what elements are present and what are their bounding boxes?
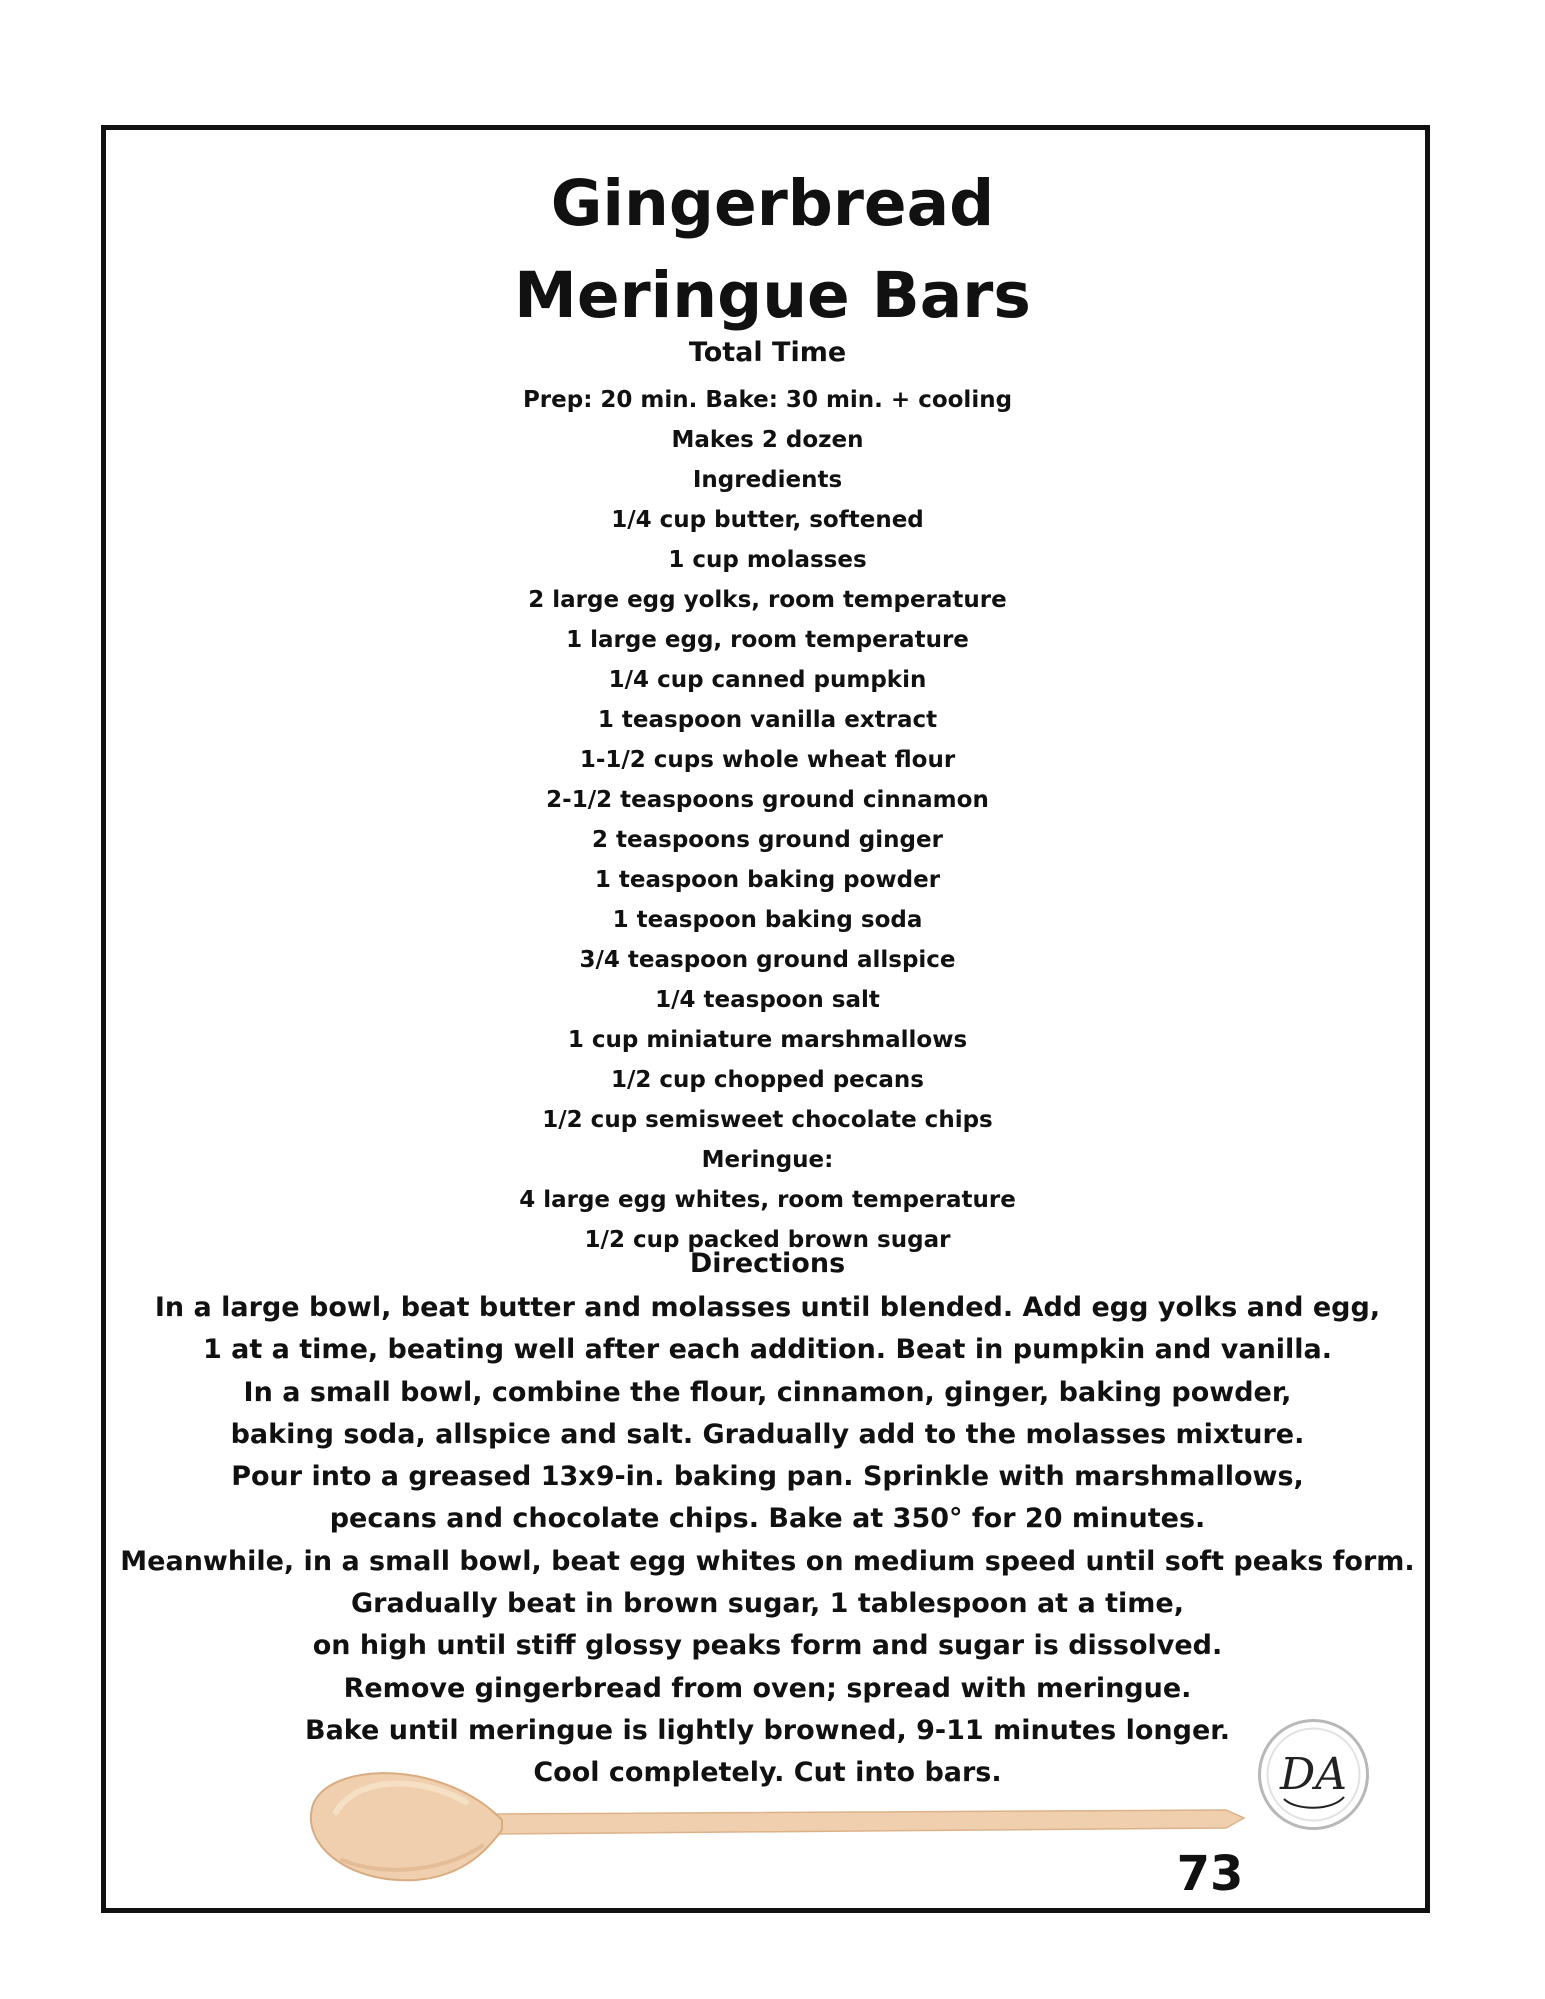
wooden-spoon-icon [306, 1752, 1256, 1892]
total-time-heading: Total Time [688, 337, 847, 368]
direction-line: Pour into a greased 13x9-in. baking pan. Sprinkle with marshmallows, [231, 1461, 1304, 1493]
ingredient-line: 1/4 teaspoon salt [655, 987, 880, 1013]
direction-line: Cool completely. Cut into bars. [533, 1757, 1002, 1789]
ingredient-line: 1 teaspoon baking soda [612, 907, 923, 933]
ingredient-line: 1/2 cup packed brown sugar [584, 1227, 951, 1253]
ingredient-line: 1 large egg, room temperature [566, 627, 969, 653]
ingredient-line: 2 large egg yolks, room temperature [528, 587, 1007, 613]
info-line: Prep: 20 min. Bake: 30 min. + cooling [522, 387, 1013, 413]
ingredient-line: 1/4 cup butter, softened [611, 507, 924, 533]
ingredient-line: 1 teaspoon baking powder [594, 867, 941, 893]
direction-line: In a small bowl, combine the flour, cinnamon, ginger, baking powder, [243, 1376, 1292, 1408]
direction-line: Bake until meringue is lightly browned, 9-11 minutes longer. [305, 1714, 1230, 1746]
direction-line: Gradually beat in brown sugar, 1 tablespoon at a time, [351, 1588, 1184, 1620]
direction-line: baking soda, allspice and salt. Gradually add to the molasses mixture. [230, 1418, 1305, 1450]
svg-text:DA: DA [1279, 1749, 1348, 1800]
direction-line: Meanwhile, in a small bowl, beat egg whites on medium speed until soft peaks form. [120, 1545, 1415, 1577]
recipe-title [0, 158, 1545, 342]
ingredient-line: 1 cup molasses [668, 547, 867, 573]
info-line: Makes 2 dozen [671, 427, 864, 453]
page-number: 73 [1176, 1846, 1244, 1902]
direction-line: In a large bowl, beat butter and molasses until blended. Add egg yolks and egg, [154, 1292, 1381, 1323]
da-monogram-logo [1256, 1717, 1371, 1832]
ingredient-line: 1-1/2 cups whole wheat flour [579, 747, 956, 773]
info-line: Ingredients [692, 467, 843, 493]
ingredient-line: 2-1/2 teaspoons ground cinnamon [546, 787, 989, 813]
ingredient-line: 1/2 cup chopped pecans [611, 1067, 924, 1093]
ingredient-line: 3/4 teaspoon ground allspice [579, 947, 956, 973]
direction-line: on high until stiff glossy peaks form and sugar is dissolved. [312, 1630, 1223, 1662]
directions-heading: Directions [689, 1248, 846, 1279]
ingredient-line: 1/2 cup semisweet chocolate chips [542, 1107, 993, 1133]
title-line-2: Meringue Bars [514, 259, 1031, 332]
ingredient-line: 1 cup miniature marshmallows [567, 1027, 968, 1053]
ingredient-line: 1/4 cup canned pumpkin [608, 667, 927, 693]
ingredient-line: 1 teaspoon vanilla extract [597, 707, 938, 733]
meringue-subheading: Meringue: [701, 1147, 834, 1173]
title-line-1: Gingerbread [550, 167, 995, 240]
ingredient-line: 2 teaspoons ground ginger [592, 827, 943, 853]
direction-line: pecans and chocolate chips. Bake at 350° for 20 minutes. [329, 1503, 1206, 1535]
direction-line: 1 at a time, beating well after each addition. Beat in pumpkin and vanilla. [202, 1334, 1333, 1366]
ingredients-list [0, 380, 1535, 1260]
ingredient-line: 4 large egg whites, room temperature [519, 1187, 1016, 1213]
direction-line: Remove gingerbread from oven; spread with meringue. [343, 1672, 1192, 1704]
